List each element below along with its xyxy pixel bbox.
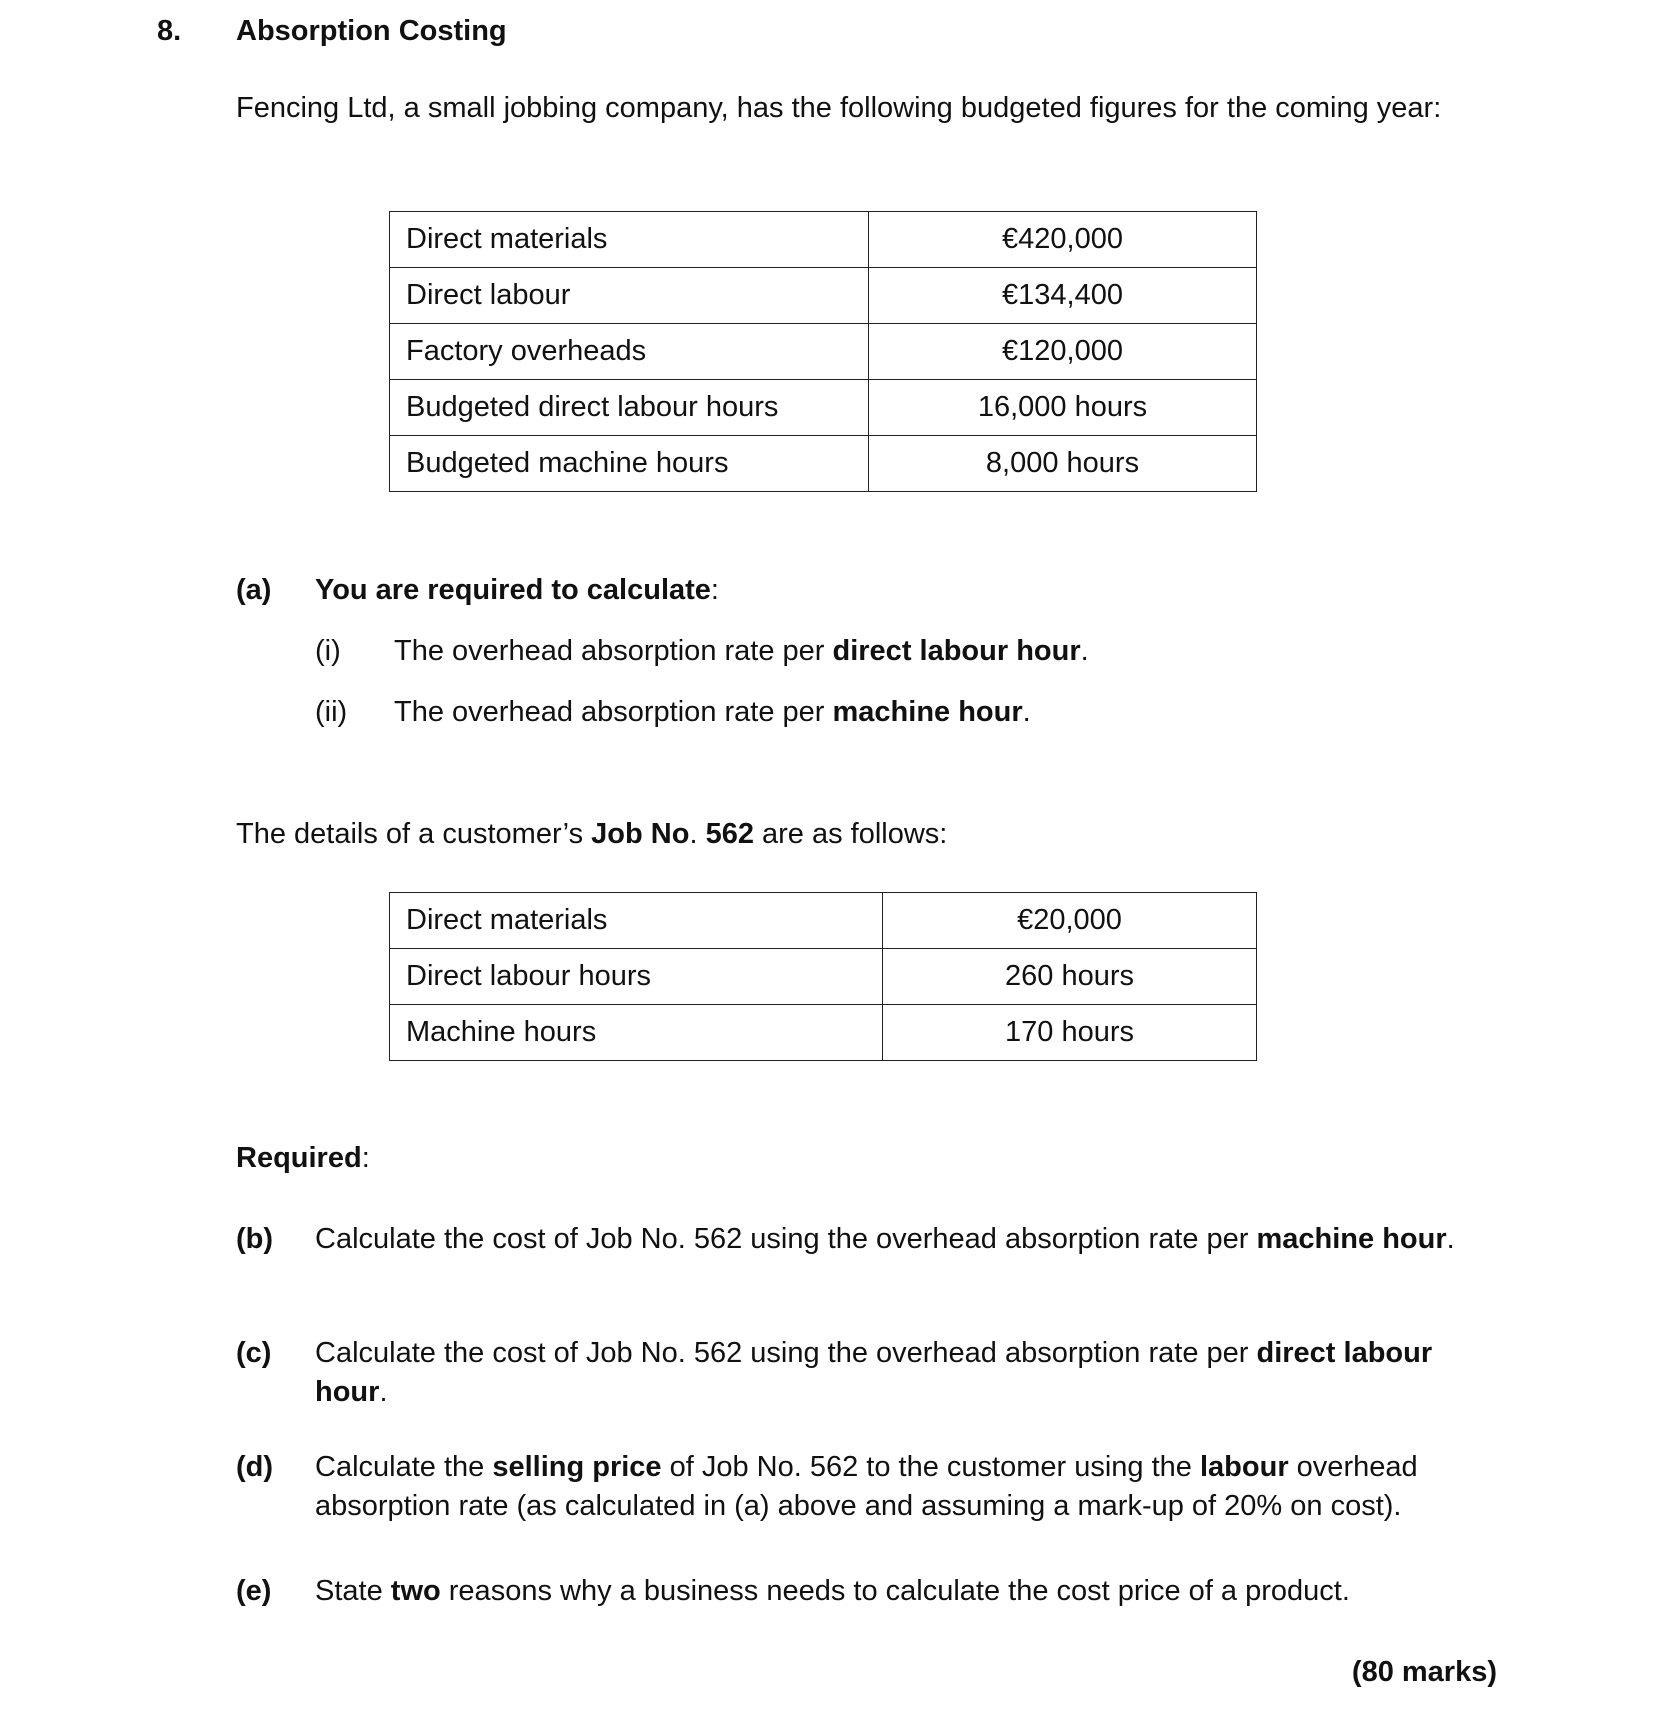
budget-value: 8,000 hours [869, 436, 1257, 492]
job-value: 170 hours [883, 1005, 1257, 1061]
job-label: Machine hours [390, 1005, 883, 1061]
part-b-bold: machine hour [1256, 1223, 1447, 1255]
table-row [390, 268, 1257, 324]
required-heading [236, 1139, 370, 1178]
job-label: Direct materials [390, 893, 883, 949]
job-intro [236, 815, 947, 854]
part-a-ii-label: (ii) [315, 696, 348, 728]
table-row [390, 436, 1257, 492]
part-c-pre: Calculate the cost of Job No. 562 using the overhead absorption rate per [315, 1337, 1257, 1369]
part-c-post: . [379, 1376, 388, 1409]
part-d-label: (d) [236, 1451, 274, 1483]
part-e-t1: State [315, 1575, 391, 1607]
budget-value: €134,400 [869, 268, 1257, 324]
required-bold: Required [236, 1142, 362, 1174]
part-a-i-text [394, 632, 1089, 671]
part-d-b2: labour [1200, 1451, 1289, 1483]
table-row [390, 212, 1257, 268]
job-intro-post: are as follows: [753, 818, 948, 850]
job-intro-bold1: Job No [591, 818, 690, 850]
part-d-b1: selling price [492, 1451, 662, 1483]
budget-label: Factory overheads [390, 324, 869, 380]
budget-value: €120,000 [869, 324, 1257, 380]
part-b-post: . [1446, 1223, 1455, 1255]
part-d-t2: of Job No. 562 to the customer using the [661, 1451, 1200, 1483]
job-table [389, 892, 1257, 1061]
table-row [390, 324, 1257, 380]
part-a-heading-bold: You are required to calculate [315, 574, 711, 606]
part-b-text [315, 1220, 1485, 1259]
job-intro-mid: . [689, 818, 706, 850]
job-label: Direct labour hours [390, 949, 883, 1005]
table-row [390, 1005, 1257, 1061]
table-row [390, 380, 1257, 436]
table-row [390, 893, 1257, 949]
table-row [390, 949, 1257, 1005]
part-a-heading-tail: : [710, 574, 719, 606]
budget-table [389, 211, 1257, 492]
part-b-pre: Calculate the cost of Job No. 562 using the overhead absorption rate per [315, 1223, 1257, 1255]
job-intro-bold2: 562 [705, 818, 754, 850]
budget-label: Direct materials [390, 212, 869, 268]
part-e-t2: reasons why a business needs to calculate the cost price of a product. [440, 1575, 1350, 1607]
part-e-text [315, 1572, 1485, 1611]
part-a-ii-bold: machine hour [832, 696, 1023, 728]
part-a-i-label: (i) [315, 635, 341, 667]
budget-label: Budgeted direct labour hours [390, 380, 869, 436]
part-a-i-bold: direct labour hour [832, 635, 1081, 667]
part-a-ii-post: . [1022, 696, 1031, 728]
budget-value: €420,000 [869, 212, 1257, 268]
budget-label: Direct labour [390, 268, 869, 324]
part-a-label: (a) [236, 574, 272, 606]
part-a-ii-pre: The overhead absorption rate per [394, 696, 833, 728]
part-e-label: (e) [236, 1575, 272, 1607]
part-d-t3: overhead absorption rate (as calculated in (a) above and assuming a mark-up of 20% on cost). [315, 1451, 1418, 1523]
intro-paragraph: Fencing Ltd, a small jobbing company, has the following budgeted figures for the coming year: [236, 92, 1442, 124]
marks: (80 marks) [1351, 1656, 1497, 1688]
part-c-bold: direct labour hour [315, 1337, 1433, 1409]
part-c-text [315, 1334, 1485, 1412]
budget-value: 16,000 hours [869, 380, 1257, 436]
budget-label: Budgeted machine hours [390, 436, 869, 492]
job-value: €20,000 [883, 893, 1257, 949]
part-c-label: (c) [236, 1337, 272, 1369]
question-title: Absorption Costing [236, 15, 507, 47]
part-d-text [315, 1448, 1485, 1526]
part-a-ii-text [394, 693, 1031, 732]
part-a-i-pre: The overhead absorption rate per [394, 635, 833, 667]
part-e-b1: two [390, 1575, 441, 1607]
question-number: 8. [157, 15, 182, 47]
part-a-i-post: . [1080, 635, 1089, 667]
part-b-label: (b) [236, 1223, 274, 1255]
required-tail: : [361, 1142, 370, 1174]
part-a-heading [315, 571, 719, 610]
part-d-t1: Calculate the [315, 1451, 493, 1483]
job-intro-pre: The details of a customer’s [236, 818, 592, 850]
job-value: 260 hours [883, 949, 1257, 1005]
